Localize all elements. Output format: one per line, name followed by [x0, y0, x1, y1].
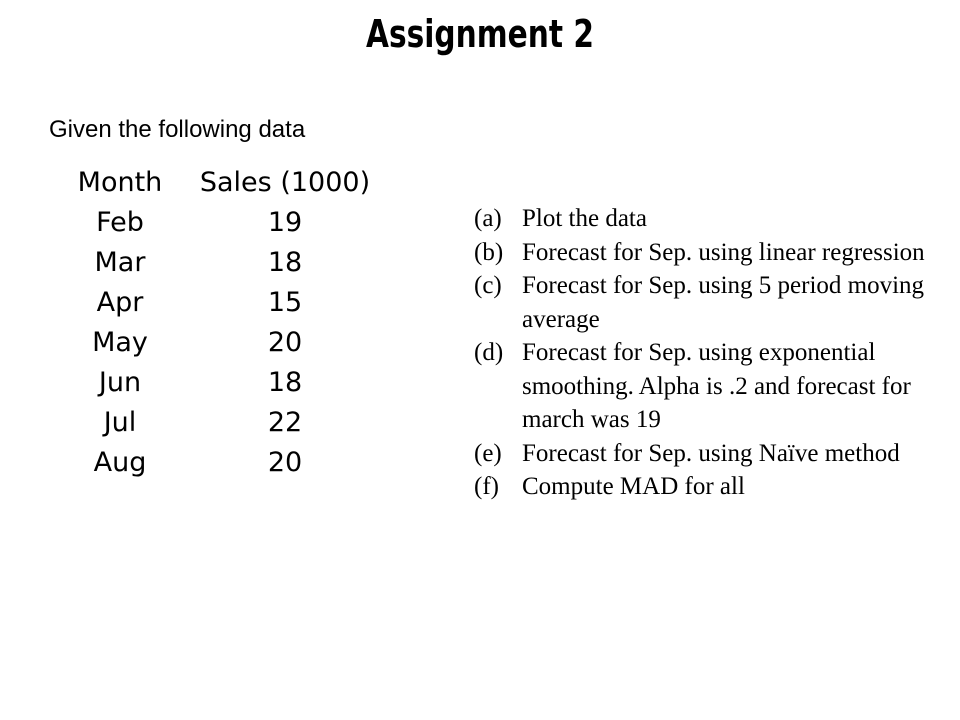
sales-table: [60, 162, 390, 482]
task-marker: (f): [474, 473, 499, 500]
task-item: [474, 202, 954, 236]
month-cell: Jun: [98, 366, 142, 398]
month-cell: Feb: [96, 206, 144, 238]
sales-cell: 18: [267, 366, 303, 398]
table-header-row: [60, 162, 390, 202]
task-text: Forecast for Sep. using exponential smoothing. Alpha is .2 and forecast for march was 19: [522, 339, 911, 433]
sales-cell: 20: [267, 446, 303, 478]
table-row: [60, 322, 390, 362]
slide-title: Assignment 2: [366, 12, 594, 56]
task-text: Compute MAD for all: [522, 473, 745, 500]
task-item: [474, 236, 954, 270]
table-row: [60, 242, 390, 282]
task-text: Plot the data: [522, 205, 647, 232]
task-text: Forecast for Sep. using Naïve method: [522, 439, 900, 467]
sales-cell: 20: [267, 326, 303, 358]
table-row: [60, 362, 390, 402]
task-marker: (b): [474, 238, 504, 266]
sales-cell: 19: [267, 206, 303, 238]
month-header: Month: [77, 166, 163, 198]
sales-cell: 18: [267, 246, 303, 278]
table-row: [60, 202, 390, 242]
sales-header: Sales (1000): [199, 166, 371, 198]
sales-cell: 22: [267, 406, 303, 438]
month-cell: May: [92, 326, 148, 358]
task-item: [474, 336, 954, 437]
task-text: Forecast for Sep. using 5 period moving average: [522, 272, 925, 333]
table-row: [60, 402, 390, 442]
task-item: [474, 437, 954, 471]
month-cell: Aug: [93, 446, 147, 478]
month-cell: Apr: [96, 286, 144, 318]
month-cell: Jul: [103, 406, 137, 438]
sales-cell: 15: [267, 286, 303, 318]
task-text: Forecast for Sep. using linear regression: [522, 238, 925, 266]
table-row: [60, 442, 390, 482]
task-marker: (d): [474, 339, 504, 366]
month-cell: Mar: [94, 246, 146, 278]
task-marker: (e): [474, 439, 502, 467]
table-row: [60, 282, 390, 322]
task-marker: (c): [474, 272, 502, 299]
task-item: [474, 470, 954, 504]
task-list: [474, 202, 954, 504]
task-item: [474, 269, 954, 336]
intro-text: Given the following data: [49, 116, 306, 143]
task-marker: (a): [474, 205, 502, 232]
